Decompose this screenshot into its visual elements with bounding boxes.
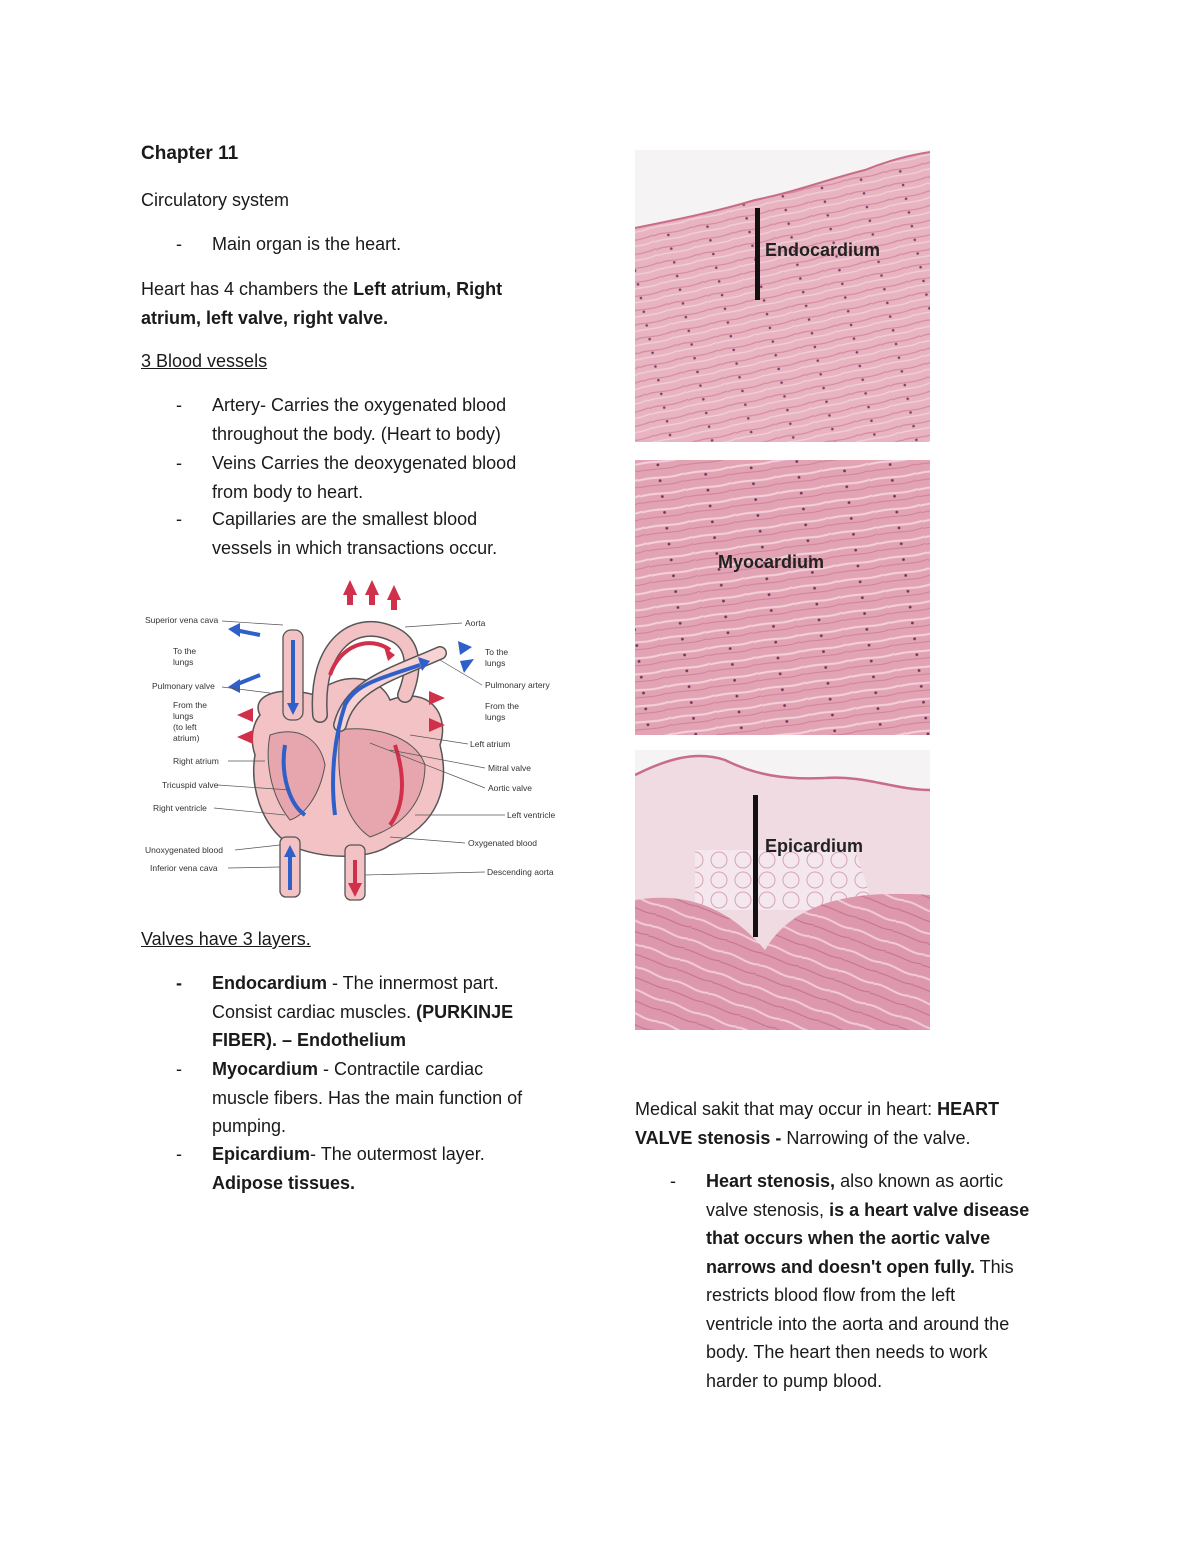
label-atrium: atrium)	[173, 733, 200, 743]
list-item-text: Veins Carries the deoxygenated blood	[212, 453, 517, 473]
section-title: Circulatory system	[141, 190, 290, 210]
label-right-atrium: Right atrium	[173, 756, 219, 766]
heart-diagram	[140, 575, 570, 905]
endocardium-marker-bar	[755, 208, 760, 300]
stenosis-bold: narrows and doesn't open fully.	[706, 1256, 975, 1277]
bullet-dash: -	[176, 1059, 182, 1079]
valves-heading: Valves have 3 layers.	[141, 929, 311, 949]
stenosis-text: harder to pump blood.	[706, 1370, 883, 1391]
adipose-text: Adipose tissues.	[212, 1172, 356, 1193]
list-item	[176, 230, 626, 260]
stenosis-term: Heart stenosis,	[706, 1171, 836, 1191]
label-lungs: lungs	[173, 657, 194, 667]
bullet-dash: -	[176, 395, 182, 415]
bullet-dash: -	[670, 1171, 676, 1191]
list-item-text: Artery- Carries the oxygenated blood	[212, 395, 507, 415]
bullet-dash: -	[176, 509, 182, 529]
myocardium-label: Myocardium	[718, 552, 825, 572]
myocardium-term: Myocardium	[212, 1059, 319, 1079]
diagram-labels-right	[465, 618, 555, 877]
list-item-text: vessels in which transactions occur.	[212, 537, 498, 558]
endocardium-desc-2: Consist cardiac muscles.	[212, 1001, 417, 1022]
label-left-ventricle: Left ventricle	[507, 810, 556, 820]
chambers-paragraph	[141, 275, 601, 332]
label-lungs-r2: lungs	[485, 712, 506, 722]
histology-endocardium-image	[635, 150, 930, 442]
stenosis-text: body. The heart then needs to work	[706, 1342, 988, 1362]
list-item-text: from body to heart.	[212, 481, 364, 502]
list-item	[176, 449, 596, 507]
list-item	[176, 391, 596, 449]
stenosis-bold: that occurs when the aortic valve	[706, 1228, 991, 1248]
epicardium-term: Epicardium	[212, 1144, 311, 1164]
label-left-atrium: Left atrium	[470, 739, 511, 749]
label-to-left: (to left	[173, 722, 197, 732]
myocardium-desc-3: pumping.	[212, 1116, 287, 1136]
label-aorta: Aorta	[465, 618, 486, 628]
label-inferior-vena-cava: Inferior vena cava	[150, 863, 218, 873]
list-item-text: throughout the body. (Heart to body)	[212, 423, 501, 444]
epicardium-label: Epicardium	[765, 836, 864, 856]
list-item-endocardium	[176, 969, 596, 1055]
label-superior-vena-cava: Superior vena cava	[145, 615, 219, 625]
label-pulmonary-artery: Pulmonary artery	[485, 680, 550, 690]
endocardium-desc: - The innermost part.	[327, 973, 499, 993]
myocardium-desc-2: muscle fibers. Has the main function of	[212, 1087, 523, 1108]
list-item-stenosis	[670, 1167, 1090, 1397]
label-lungs-2: lungs	[173, 711, 194, 721]
label-to-the: To the	[173, 646, 197, 656]
sakit-suffix: Narrowing of the valve.	[786, 1127, 971, 1148]
label-tricuspid-valve: Tricuspid valve	[162, 780, 219, 790]
label-from-the-r: From the	[485, 701, 520, 711]
label-to-the-r: To the	[485, 647, 509, 657]
list-item-text: Main organ is the heart.	[212, 234, 402, 254]
myocardium-desc: - Contractile cardiac	[318, 1059, 484, 1079]
stenosis-text: also known as aortic	[835, 1171, 1004, 1191]
bullet-dash: -	[176, 453, 182, 473]
epicardium-marker-bar	[753, 795, 758, 937]
label-oxygenated-blood: Oxygenated blood	[468, 838, 537, 848]
label-lungs-r: lungs	[485, 658, 506, 668]
stenosis-text: valve stenosis,	[706, 1199, 830, 1220]
bullet-dash: -	[176, 1144, 182, 1164]
stenosis-text: restricts blood flow from the left	[706, 1285, 956, 1305]
chambers-prefix: Heart has 4 chambers the	[141, 279, 354, 299]
endocardium-term: Endocardium	[212, 973, 328, 993]
stenosis-bold: is a heart valve disease	[829, 1199, 1030, 1220]
chambers-bold-1: Left atrium, Right	[353, 279, 503, 299]
list-item-myocardium	[176, 1055, 596, 1141]
label-aortic-valve: Aortic valve	[488, 783, 532, 793]
vessels-heading: 3 Blood vessels	[141, 351, 268, 371]
list-item	[176, 505, 596, 563]
sakit-bold-1: HEART	[937, 1099, 1000, 1119]
endocardium-label: Endocardium	[765, 240, 881, 260]
label-from-the: From the	[173, 700, 208, 710]
chapter-title: Chapter 11	[141, 143, 239, 164]
diagram-labels-left	[145, 615, 223, 873]
list-item-epicardium	[176, 1140, 596, 1198]
list-item-text: Capillaries are the smallest blood	[212, 509, 478, 529]
myocardium-tissue	[635, 460, 930, 735]
label-pulmonary-valve: Pulmonary valve	[152, 681, 215, 691]
label-right-ventricle: Right ventricle	[153, 803, 207, 813]
stenosis-text: ventricle into the aorta and around the	[706, 1313, 1010, 1334]
bullet-dash: -	[176, 234, 182, 254]
chambers-bold-2: atrium, left valve, right valve.	[141, 307, 389, 328]
label-descending-aorta: Descending aorta	[487, 867, 554, 877]
label-mitral-valve: Mitral valve	[488, 763, 531, 773]
medical-condition-paragraph	[635, 1095, 1075, 1152]
epicardium-desc: - The outermost layer.	[310, 1144, 485, 1164]
histology-epicardium-image	[635, 750, 930, 1030]
endothelium-text: FIBER). – Endothelium	[212, 1030, 407, 1050]
label-unoxygenated-blood: Unoxygenated blood	[145, 845, 223, 855]
purkinje-text: (PURKINJE	[416, 1001, 514, 1022]
stenosis-text: This	[974, 1256, 1014, 1277]
histology-myocardium-image	[635, 460, 930, 735]
sakit-prefix: Medical sakit that may occur in heart:	[635, 1099, 938, 1119]
sakit-bold-2: VALVE stenosis -	[635, 1127, 787, 1148]
bullet-dash: -	[176, 973, 182, 993]
